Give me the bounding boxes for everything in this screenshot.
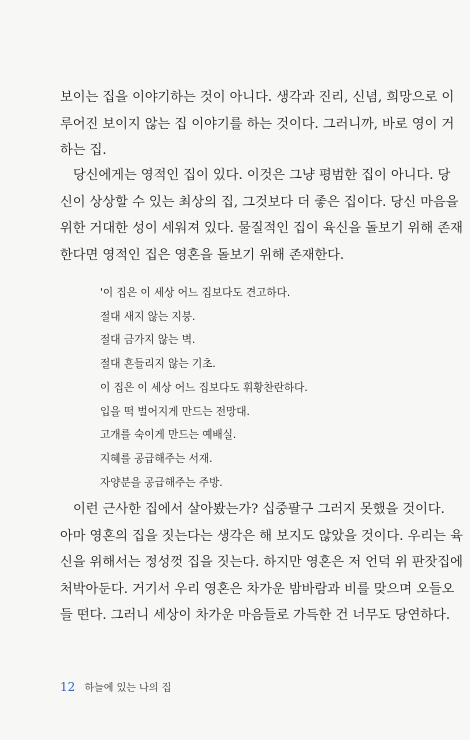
paragraph-line: 당신에게는 영적인 집이 있다. 이것은 그냥 평범한 집이 아니다. 당 — [73, 168, 451, 183]
quote-line: 입을 떡 벌어지게 만드는 전망대. — [100, 405, 250, 418]
paragraph-line: 처박아둔다. 거기서 우리 영혼은 차가운 밤바람과 비를 맞으며 오들오 — [60, 581, 455, 597]
book-title: 하늘에 있는 나의 집 — [84, 683, 172, 694]
paragraph-line: 하는 집. — [60, 143, 107, 158]
page-number: 12 — [60, 680, 76, 694]
paragraph-line: 신이 상상할 수 있는 최상의 집, 그것보다 더 좋은 집이다. 당신 마음을 — [60, 194, 459, 210]
quoted-list — [100, 282, 308, 495]
paragraph-line: 아마 영혼의 집을 짓는다는 생각은 해 보지도 않았을 것이다. 우리는 육 — [60, 528, 463, 544]
paragraph-line: 위한 거대한 성이 세워져 있다. 물질적인 집이 육신을 돌보기 위해 존재 — [60, 221, 463, 236]
quote-line: 지혜를 공급해주는 서재. — [100, 452, 213, 465]
paragraph-2 — [60, 163, 463, 269]
page-footer — [60, 679, 171, 694]
quote-line: 절대 새지 않는 지붕. — [100, 310, 196, 323]
paragraph-line: 보이는 집을 이야기하는 것이 아니다. 생각과 진리, 신념, 희망으로 이 — [60, 90, 455, 105]
quote-line: 이 집은 이 세상 어느 집보다도 휘황찬란하다. — [100, 381, 308, 394]
paragraph-line: 이런 근사한 집에서 살아봤는가? 십중팔구 그러지 못했을 것이다. — [73, 502, 445, 517]
quote-line: '이 집은 이 세상 어느 집보다도 견고하다. — [100, 287, 291, 299]
paragraph-3 — [60, 497, 463, 630]
paragraph-line: 신을 위해서는 정성껏 집을 짓는다. 하지만 영혼은 저 언덕 위 판잣집에 — [60, 555, 463, 570]
quote-line: 고개를 숙이게 만드는 예배실. — [100, 429, 237, 442]
paragraph-line: 한다면 영적인 집은 영혼을 돌보기 위해 존재한다. — [60, 247, 345, 263]
quote-line: 절대 금가지 않는 벽. — [100, 334, 196, 347]
paragraph-line: 루어진 보이지 않는 집 이야기를 하는 것이다. 그러니까, 바로 영이 거 — [60, 116, 455, 132]
paragraph-1 — [60, 85, 455, 165]
quote-line: 자양분을 공급해주는 주방. — [100, 476, 223, 489]
quote-line: 절대 흔들리지 않는 기초. — [100, 358, 216, 371]
paragraph-line: 들 떤다. 그러니 세상이 차가운 마음들로 가득한 건 너무도 당연하다. — [60, 608, 451, 623]
